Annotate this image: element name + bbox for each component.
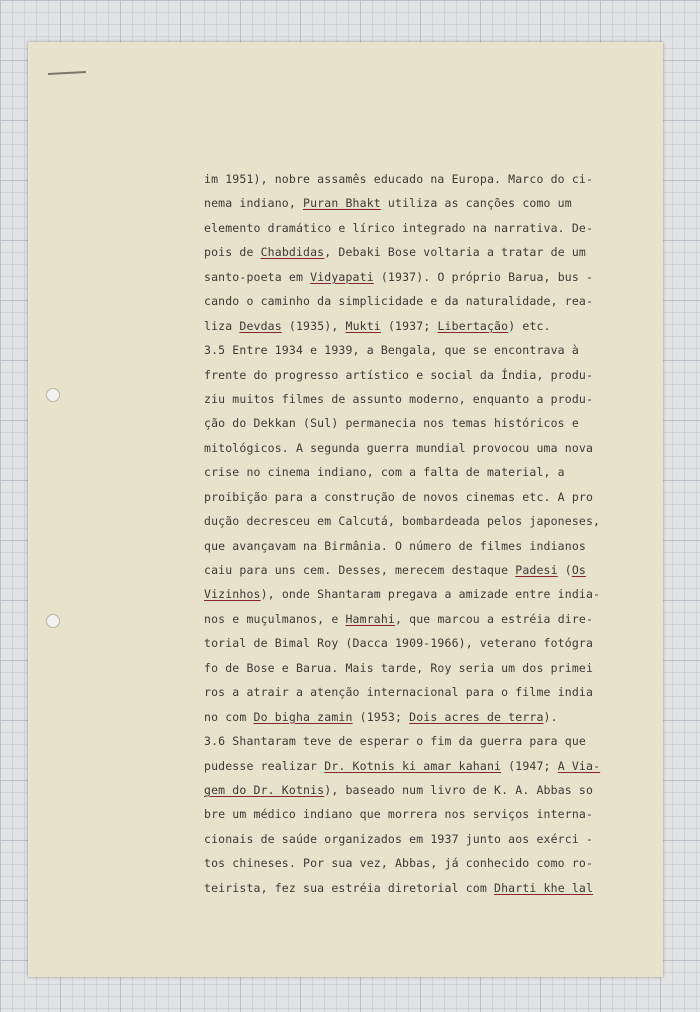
text-line	[204, 167, 636, 191]
text-segment: im 1951), nobre assamês educado na Europa. Marco do ci-	[204, 172, 594, 186]
text-segment: pudesse realizar	[204, 758, 325, 773]
text-segment: nos e muçulmanos, e	[204, 611, 346, 626]
underlined-title: Mukti	[345, 318, 381, 333]
underlined-title: Puran Bhakt	[303, 196, 381, 211]
underlined-title: Chabdidas	[260, 245, 325, 260]
text-segment: 3.5 Entre 1934 e 1939, a Bengala, que se encontrava à	[204, 343, 579, 358]
text-segment: pois de	[204, 245, 261, 260]
text-segment: elemento dramático e lírico integrado na narrativa. De-	[204, 220, 594, 235]
text-line	[204, 778, 636, 802]
text-segment: no com	[204, 709, 254, 724]
text-segment: crise no cinema indiano, com a falta de material, a	[204, 465, 565, 480]
text-segment: ziu muitos filmes de assunto moderno, enquanto a produ-	[204, 391, 594, 406]
text-segment: ) etc.	[508, 318, 551, 333]
underlined-title: Do bigha zamin	[253, 709, 353, 724]
text-segment: proibição para a construção de novos cinemas etc. A pro	[204, 489, 594, 504]
underlined-title: Padesi	[515, 563, 558, 577]
underlined-title: Dois acres de terra	[409, 709, 544, 724]
underlined-title: Devdas	[239, 318, 282, 333]
text-line	[204, 631, 636, 655]
text-line	[204, 411, 636, 435]
punch-hole-bottom	[46, 614, 60, 628]
text-line	[204, 876, 636, 900]
underlined-title: Dharti khe lal	[494, 880, 594, 895]
text-segment: ros a atrair a atenção internacional para o filme india	[204, 685, 594, 700]
text-line	[204, 802, 636, 826]
text-segment: teirista, fez sua estréia diretorial com	[204, 880, 495, 895]
text-line	[204, 680, 636, 704]
text-segment: , que marcou a estréia dire-	[395, 611, 594, 626]
text-segment: liza	[204, 318, 240, 333]
text-line	[204, 289, 636, 313]
text-segment: (1953;	[352, 709, 410, 724]
text-segment: que avançavam na Birmânia. O número de filmes indianos	[204, 538, 586, 553]
text-line	[204, 387, 636, 411]
text-line	[204, 216, 636, 240]
text-segment: santo-poeta em	[204, 269, 311, 284]
text-segment: (1937;	[380, 318, 438, 333]
text-line	[204, 582, 636, 606]
text-segment: (	[557, 563, 572, 577]
typed-text-body	[204, 167, 636, 900]
text-segment: , Debaki Bose voltaria a tratar de um	[324, 245, 586, 260]
text-segment: cando o caminho da simplicidade e da naturalidade, rea-	[204, 294, 594, 309]
text-line	[204, 754, 636, 778]
text-line	[204, 729, 636, 753]
underlined-title: gem do Dr. Kotnis	[204, 782, 325, 797]
text-line	[204, 363, 636, 387]
text-line	[204, 460, 636, 484]
text-segment: fo de Bose e Barua. Mais tarde, Roy seria um dos primei	[204, 660, 594, 675]
text-segment: ção do Dekkan (Sul) permanecia nos temas históricos e	[204, 416, 579, 431]
text-segment: cionais de saúde organizados em 1937 junto aos exérci -	[204, 831, 594, 846]
text-line	[204, 851, 636, 875]
text-line	[204, 558, 636, 582]
underlined-title: Os	[571, 563, 587, 577]
text-line	[204, 534, 636, 558]
underlined-title: Vizinhos	[204, 587, 261, 602]
text-segment: ), onde Shantaram pregava a amizade entre india-	[260, 587, 601, 602]
text-segment: tos chineses. Por sua vez, Abbas, já conhecido como ro-	[204, 856, 594, 871]
underlined-title: A Via-	[557, 758, 601, 773]
text-segment: (1937). O próprio Barua, bus -	[373, 269, 594, 284]
text-line	[204, 338, 636, 362]
text-line	[204, 656, 636, 680]
text-segment: dução decresceu em Calcutá, bombardeada pelos japoneses,	[204, 514, 601, 529]
punch-hole-top	[46, 388, 60, 402]
underlined-title: Dr. Kotnis ki amar kahani	[324, 758, 502, 773]
paper-sheet	[28, 42, 663, 977]
text-line	[204, 705, 636, 729]
text-line	[204, 436, 636, 460]
text-segment: utiliza as canções como um	[380, 196, 572, 211]
text-segment: 3.6 Shantaram teve de esperar o fim da guerra para que	[204, 734, 586, 749]
text-line	[204, 607, 636, 631]
underlined-title: Vidyapati	[310, 269, 374, 284]
text-segment: (1947;	[501, 758, 558, 773]
text-line	[204, 265, 636, 289]
text-segment: nema indiano,	[204, 196, 304, 211]
corner-mark	[48, 71, 86, 79]
text-line	[204, 314, 636, 338]
text-segment: ), baseado num livro de K. A. Abbas so	[324, 782, 594, 797]
underlined-title: Hamrahi	[345, 611, 395, 626]
text-line	[204, 509, 636, 533]
text-segment: frente do progresso artístico e social da Índia, produ-	[204, 367, 594, 382]
underlined-title: Libertação	[437, 318, 509, 333]
text-segment: bre um médico indiano que morrera nos serviços interna-	[204, 807, 594, 822]
text-segment: (1935),	[281, 318, 346, 333]
text-line	[204, 191, 636, 215]
text-segment: ).	[543, 709, 558, 724]
text-line	[204, 827, 636, 851]
text-segment: torial de Bimal Roy (Dacca 1909-1966), veterano fotógra	[204, 636, 594, 651]
text-segment: caiu para uns cem. Desses, merecem destaque	[204, 563, 516, 577]
text-line	[204, 485, 636, 509]
text-segment: mitológicos. A segunda guerra mundial provocou uma nova	[204, 440, 594, 455]
text-line	[204, 240, 636, 264]
